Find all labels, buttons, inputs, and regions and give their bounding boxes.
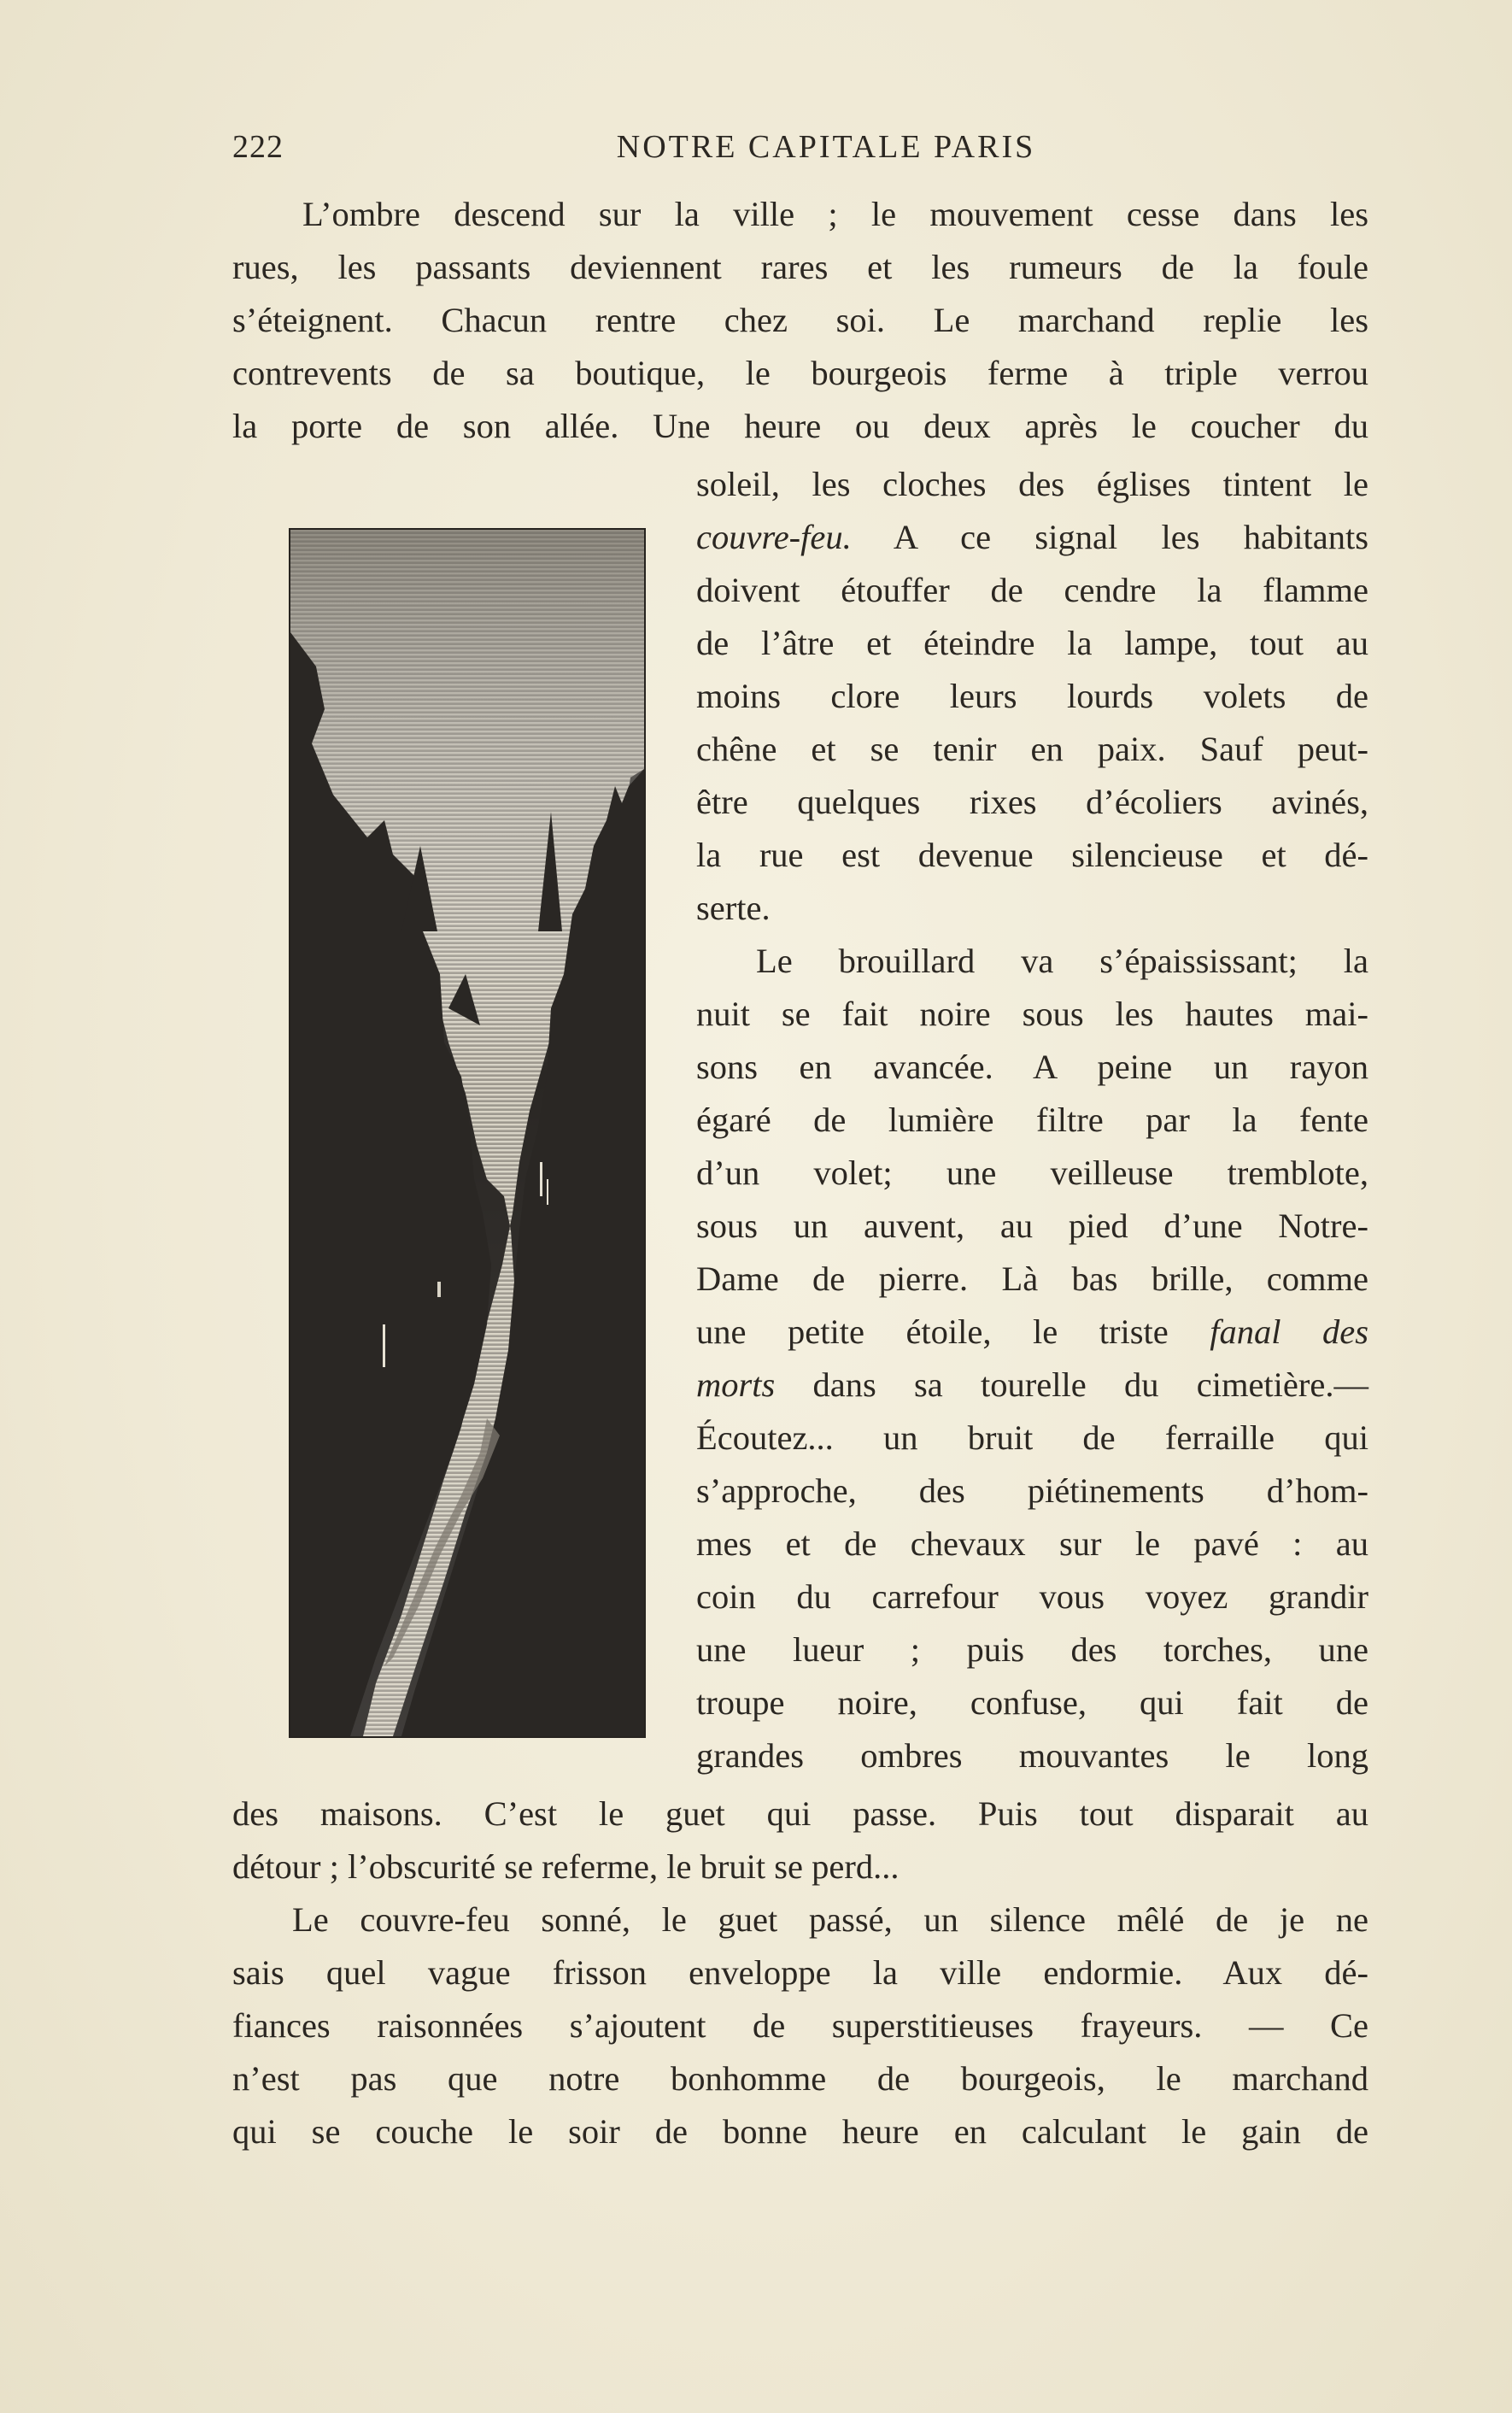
text-line: moins clore leurs lourds volets de xyxy=(696,677,1368,715)
text-line: d’un volet; une veilleuse tremblote, xyxy=(696,1154,1368,1192)
text-span: A ce signal les habitants xyxy=(851,518,1368,556)
text-line: détour ; l’obscurité se referme, le bruit se perd... xyxy=(232,1847,900,1886)
text-line: s’éteignent. Chacun rentre chez soi. Le marchand replie les xyxy=(232,301,1368,339)
italic-term: morts xyxy=(696,1365,776,1404)
text-line xyxy=(696,1360,1368,1410)
running-title: NOTRE CAPITALE PARIS xyxy=(616,129,1036,165)
text-line: sons en avancée. A peine un rayon xyxy=(696,1048,1368,1086)
text-line xyxy=(696,513,1368,562)
text-line: s’approche, des piétinements d’hom- xyxy=(696,1471,1368,1510)
italic-term: fanal des xyxy=(1210,1312,1368,1351)
text-line: Dame de pierre. Là bas brille, comme xyxy=(696,1259,1368,1298)
text-line: grandes ombres mouvantes le long xyxy=(696,1736,1368,1775)
lit-window xyxy=(540,1162,542,1196)
page-number: 222 xyxy=(232,129,284,165)
text-line: mes et de chevaux sur le pavé : au xyxy=(696,1524,1368,1563)
text-span: une petite étoile, le triste xyxy=(696,1312,1210,1351)
text-line: égaré de lumière filtre par la fente xyxy=(696,1101,1368,1139)
text-line: rues, les passants deviennent rares et les rumeurs de la foule xyxy=(232,248,1368,286)
text-span: dans sa tourelle du cimetière.— xyxy=(775,1365,1368,1404)
text-line: Écoutez... un bruit de ferraille qui xyxy=(696,1418,1368,1457)
text-line: de l’âtre et éteindre la lampe, tout au xyxy=(696,624,1368,662)
text-line: doivent étouffer de cendre la flamme xyxy=(696,571,1368,609)
engraving-drawing xyxy=(290,530,644,1736)
text-line: la porte de son allée. Une heure ou deux après le coucher du xyxy=(232,407,1368,445)
text-line: n’est pas que notre bonhomme de bourgeois, le marchand xyxy=(232,2059,1368,2098)
italic-term: couvre-feu. xyxy=(696,518,852,556)
text-line: une lueur ; puis des torches, une xyxy=(696,1630,1368,1669)
text-line: nuit se fait noire sous les hautes mai- xyxy=(696,995,1368,1033)
lamp-glow xyxy=(437,1282,441,1297)
text-line: serte. xyxy=(696,889,771,927)
text-line: sous un auvent, au pied d’une Notre- xyxy=(696,1206,1368,1245)
lantern-glow xyxy=(383,1324,385,1367)
text-line: des maisons. C’est le guet qui passe. Puis tout disparait au xyxy=(232,1794,1368,1833)
text-line: être quelques rixes d’écoliers avinés, xyxy=(696,783,1368,821)
night-street-engraving xyxy=(289,528,646,1738)
text-line xyxy=(696,1307,1368,1357)
text-line: coin du carrefour vous voyez grandir xyxy=(696,1577,1368,1616)
text-line: Le couvre-feu sonné, le guet passé, un silence mêlé de je ne xyxy=(292,1900,1368,1939)
text-line: troupe noire, confuse, qui fait de xyxy=(696,1683,1368,1722)
lit-window xyxy=(547,1179,548,1205)
text-line: contrevents de sa boutique, le bourgeois ferme à triple verrou xyxy=(232,354,1368,392)
page-header xyxy=(232,128,1368,171)
text-line: qui se couche le soir de bonne heure en calculant le gain de xyxy=(232,2112,1368,2151)
text-line: sais quel vague frisson enveloppe la ville endormie. Aux dé- xyxy=(232,1953,1368,1992)
text-line: L’ombre descend sur la ville ; le mouvement cesse dans les xyxy=(302,195,1368,233)
text-line: fiances raisonnées s’ajoutent de superstitieuses frayeurs. — Ce xyxy=(232,2006,1368,2045)
text-line: chêne et se tenir en paix. Sauf peut- xyxy=(696,730,1368,768)
text-line: soleil, les cloches des églises tintent le xyxy=(696,465,1368,503)
text-line: Le brouillard va s’épaississant; la xyxy=(756,942,1368,980)
text-line: la rue est devenue silencieuse et dé- xyxy=(696,836,1368,874)
